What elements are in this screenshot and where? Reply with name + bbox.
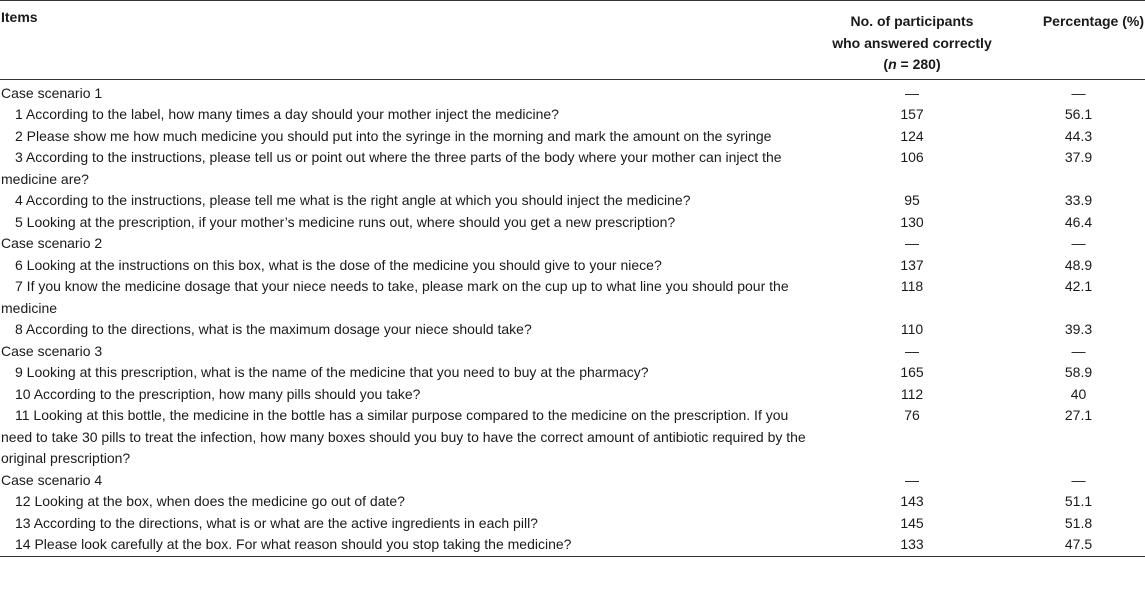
header-count-line3-pre: ( <box>883 56 889 72</box>
item-cell <box>0 534 812 556</box>
question-label: 8 According to the directions, what is the maximum dosage your niece should take? <box>15 321 532 337</box>
item-cell <box>0 384 812 406</box>
table-row <box>0 147 1145 190</box>
header-count-line3-post: = 280) <box>896 56 941 72</box>
count-cell: 130 <box>900 213 924 230</box>
percentage-cell: 42.1 <box>1064 278 1093 294</box>
question-label: 2 Please show me how much medicine you should put into the syringe in the morning and mark the amount on the syringe <box>15 127 772 144</box>
question-label: 13 According to the directions, what is or what are the active ingredients in each pill? <box>15 514 538 531</box>
item-cell <box>0 104 812 126</box>
scenario-row <box>0 79 1145 104</box>
count-cell: 157 <box>900 106 924 122</box>
table-row <box>0 126 1145 148</box>
count-cell: 143 <box>900 493 924 509</box>
table-row <box>0 255 1145 277</box>
percentage-cell: — <box>1071 235 1086 251</box>
percentage-cell: 37.9 <box>1064 149 1093 165</box>
question-label: 4 According to the instructions, please tell me what is the right angle at which you should inject the medicine? <box>15 192 691 208</box>
percentage-cell: — <box>1071 84 1086 101</box>
item-cell <box>0 341 812 363</box>
item-cell <box>0 147 812 190</box>
item-cell <box>0 212 812 234</box>
table-row <box>0 362 1145 384</box>
scenario-row <box>0 470 1145 492</box>
count-cell: — <box>905 84 919 101</box>
count-cell: 95 <box>904 192 920 208</box>
count-cell: — <box>905 471 919 488</box>
table-row <box>0 491 1145 513</box>
table-row <box>0 319 1145 341</box>
count-cell: 165 <box>900 364 924 380</box>
scenario-label: Case scenario 3 <box>1 342 103 359</box>
question-label: 6 Looking at the instructions on this box, what is the dose of the medicine you should give to your niece? <box>15 256 662 273</box>
percentage-cell: 33.9 <box>1064 192 1093 208</box>
table-row <box>0 104 1145 126</box>
question-label: 14 Please look carefully at the box. For what reason should you stop taking the medicine? <box>15 536 572 552</box>
header-percentage: Percentage (%) <box>1042 13 1144 29</box>
question-label: 3 According to the instructions, please tell us or point out where the three parts of the body where your mother can inject the medicine are? <box>1 149 782 187</box>
question-label: 7 If you know the medicine dosage that your niece needs to take, please mark on the cup up to what line you should pour the medicine <box>1 278 789 316</box>
question-label: 12 Looking at the box, when does the medicine go out of date? <box>15 493 405 509</box>
item-cell <box>0 255 812 277</box>
item-cell <box>0 190 812 212</box>
count-cell: 106 <box>900 149 924 165</box>
table-body <box>0 79 1145 556</box>
count-cell: 124 <box>900 127 924 144</box>
count-cell: 76 <box>904 407 920 423</box>
header-count-line1: No. of participants <box>850 13 974 29</box>
count-cell: 133 <box>900 536 924 552</box>
count-cell: 112 <box>900 385 924 402</box>
question-label: 1 According to the label, how many times a day should your mother inject the medicine? <box>15 106 559 122</box>
count-cell: 110 <box>900 321 924 337</box>
scenario-row <box>0 341 1145 363</box>
table-row <box>0 534 1145 556</box>
table-row <box>0 212 1145 234</box>
percentage-cell: 40 <box>1070 385 1087 402</box>
count-cell: 145 <box>900 514 924 531</box>
scenario-label: Case scenario 1 <box>1 84 103 101</box>
table-row <box>0 384 1145 406</box>
item-cell <box>0 405 812 470</box>
question-label: 5 Looking at the prescription, if your mother’s medicine runs out, where should you get a new prescription? <box>15 213 676 230</box>
percentage-cell: 48.9 <box>1064 256 1093 273</box>
item-cell <box>0 276 812 319</box>
percentage-cell: 58.9 <box>1064 364 1093 380</box>
item-cell <box>0 470 812 492</box>
percentage-cell: 46.4 <box>1064 213 1093 230</box>
header-count-line2: who answered correctly <box>832 34 992 51</box>
item-cell <box>0 491 812 513</box>
percentage-cell: — <box>1071 342 1086 359</box>
question-label: 11 Looking at this bottle, the medicine in the bottle has a similar purpose compared to the medicine on the prescription. If you need to take 30 pills to treat the infection, how many boxes should you buy to have the correct amount of antibiotic required by the original prescription? <box>1 407 806 466</box>
header-count <box>812 1 1012 80</box>
scenario-label: Case scenario 2 <box>1 235 103 251</box>
percentage-cell: — <box>1071 471 1086 488</box>
percentage-cell: 51.8 <box>1064 514 1093 531</box>
count-cell: 137 <box>900 256 924 273</box>
table-row <box>0 405 1145 470</box>
item-cell <box>0 126 812 148</box>
header-items: Items <box>1 9 38 25</box>
percentage-cell: 44.3 <box>1064 127 1093 144</box>
percentage-cell: 56.1 <box>1064 106 1093 122</box>
item-cell <box>0 319 812 341</box>
percentage-cell: 27.1 <box>1064 407 1093 423</box>
percentage-cell: 39.3 <box>1064 321 1093 337</box>
item-cell <box>0 513 812 535</box>
percentage-cell: 51.1 <box>1064 493 1093 509</box>
count-cell: — <box>905 342 919 359</box>
header-count-n: n <box>888 56 897 72</box>
scenario-label: Case scenario 4 <box>1 471 103 488</box>
item-cell <box>0 233 812 255</box>
question-label: 10 According to the prescription, how many pills should you take? <box>15 385 421 402</box>
question-label: 9 Looking at this prescription, what is the name of the medicine that you need to buy at the pharmacy? <box>15 364 649 380</box>
count-cell: — <box>905 235 919 251</box>
percentage-cell: 47.5 <box>1064 536 1093 552</box>
table-row <box>0 513 1145 535</box>
count-cell: 118 <box>900 278 924 294</box>
item-cell <box>0 79 812 104</box>
scenario-row <box>0 233 1145 255</box>
header-row <box>0 1 1145 80</box>
item-cell <box>0 362 812 384</box>
table-row <box>0 190 1145 212</box>
table-row <box>0 276 1145 319</box>
